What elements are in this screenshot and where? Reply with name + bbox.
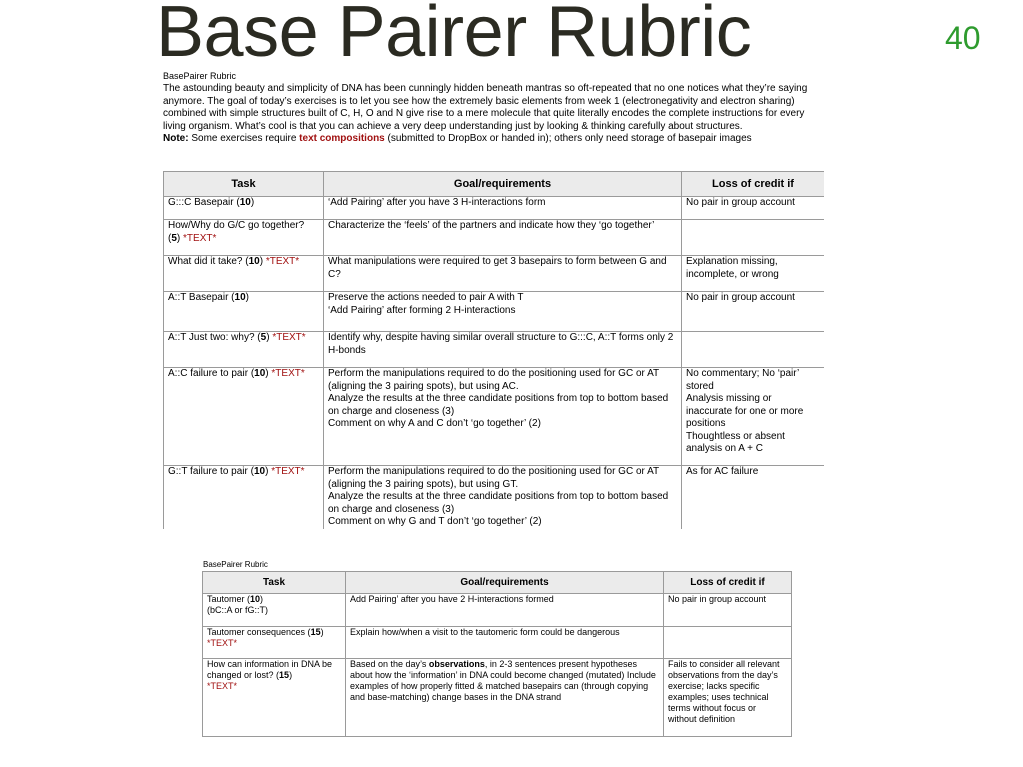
rubric-heading: BasePairer Rubric — [163, 71, 237, 81]
goal-line: ‘Add Pairing’ after forming 2 H-interactions — [328, 304, 516, 316]
task-label-end: ) — [265, 466, 269, 477]
task-cell — [164, 466, 324, 530]
header-loss: Loss of credit if — [682, 172, 825, 197]
task-cell — [164, 368, 324, 466]
goal-text: Explain how/when a visit to the tautomeric form could be dangerous — [350, 627, 620, 637]
loss-line: Thoughtless or absent analysis on A + C — [686, 430, 785, 454]
text-required-tag: *TEXT* — [183, 232, 217, 244]
table-row — [164, 197, 825, 220]
task-label: A::T Just two: why? ( — [168, 332, 261, 343]
task-points: 10 — [254, 368, 266, 379]
goal-cell — [324, 368, 682, 466]
task-cell — [164, 332, 324, 368]
rubric-table-1 — [163, 171, 824, 529]
task-points: 15 — [310, 627, 321, 637]
loss-line: No pair in group account — [686, 197, 795, 208]
loss-line: No commentary; No ‘pair’ stored — [686, 368, 799, 392]
header-goal: Goal/requirements — [324, 172, 682, 197]
header-loss: Loss of credit if — [664, 572, 792, 594]
goal-line: Comment on why A and C don’t ‘go together’ (2) — [328, 418, 541, 429]
table-row — [164, 256, 825, 292]
rubric-intro — [163, 70, 825, 146]
text-required-tag: *TEXT* — [265, 256, 300, 267]
task-label-end: ) — [259, 256, 264, 267]
goal-text-end: , in 2-3 sentences present hypotheses about how the ‘information’ in DNA could become changed (mutated) Include examples of how properly fitted & matched basepairs can (through copying and base-matching) change bases in the DNA strand — [350, 659, 656, 702]
task-label: Tautomer ( — [207, 594, 251, 604]
goal-text: Add Pairing’ after you have 2 H-interactions formed — [350, 594, 554, 604]
text-required-tag: *TEXT* — [207, 681, 238, 691]
table-header-row — [203, 572, 792, 594]
table-row — [164, 292, 825, 332]
goal-cell — [346, 627, 664, 659]
goal-cell — [324, 197, 682, 220]
task-points: 5 — [171, 232, 177, 244]
goal-line: ‘Add Pairing’ after you have 3 H-interactions form — [328, 197, 546, 208]
task-points: 10 — [253, 466, 266, 477]
loss-line: As for AC failure — [686, 466, 759, 477]
task-cell — [164, 292, 324, 332]
goal-line: Preserve the actions needed to pair A with T — [328, 292, 524, 303]
text-required-tag: *TEXT* — [207, 638, 238, 648]
task-cell — [203, 627, 346, 659]
table-row — [164, 220, 825, 256]
task-label-end: ) — [245, 292, 249, 303]
task-points: 10 — [239, 197, 251, 208]
table-row — [203, 659, 792, 737]
text-required-tag: *TEXT* — [272, 332, 306, 343]
loss-line: Analysis missing or inaccurate for one or more positions — [686, 393, 804, 429]
goal-cell — [324, 220, 682, 256]
loss-cell: Fails to consider all relevant observations from the day’s exercise; lacks specific examples; uses technical terms without focus or without definition — [664, 659, 792, 737]
task-label-end: ) — [265, 368, 269, 379]
goal-cell — [346, 594, 664, 627]
table-row — [203, 594, 792, 627]
slide-title: Base Pairer Rubric — [156, 0, 752, 72]
task-label-end: ) — [176, 232, 181, 244]
intro-paragraph: The astounding beauty and simplicity of DNA has been cunningly hidden beneath mantras so oft-repeated that no one notices what they’re saying anymore. The goal of today’s exercises is to let you see how the extremely basic elements from week 1 (electronegativity and electron sharing) combined with simple structures built of C, H, O and N give rise to a mere molecule that quite literally encodes the complete instructions for every living organism. What’s cool is that you can achieve a very deep understanding just by looking & thinking carefully about structures. — [163, 83, 808, 132]
note-paragraph — [163, 133, 825, 146]
task-cell — [164, 197, 324, 220]
note-text-pre: Some exercises require — [188, 133, 300, 145]
task-label-end: ) — [266, 332, 270, 343]
goal-text: Based on the day’s — [350, 659, 429, 669]
table-row — [203, 627, 792, 659]
table-row — [164, 368, 825, 466]
task-label: Tautomer consequences ( — [207, 627, 311, 637]
goal-cell — [324, 292, 682, 332]
task-label: G::T failure to pair ( — [168, 466, 254, 477]
task-cell — [203, 594, 346, 627]
loss-cell — [682, 292, 825, 332]
task-points: 15 — [279, 670, 290, 680]
header-task: Task — [203, 572, 346, 594]
task-points: 10 — [248, 256, 260, 267]
rubric-heading-2: BasePairer Rubric — [203, 560, 268, 569]
goal-line: Analyze the results at the three candidate positions from top to bottom based on charge and closeness (3) — [328, 393, 669, 417]
goal-line: Perform the manipulations required to do the positioning used for GC or AT (aligning the 3 pairing spots), but using AC. — [328, 368, 659, 392]
task-label: G:::C Basepair ( — [168, 197, 240, 208]
task-label-end: ) — [289, 670, 293, 680]
note-emphasis: text compositions — [299, 133, 385, 145]
note-text-post: (submitted to DropBox or handed in); others only need storage of basepair images — [384, 133, 752, 145]
loss-cell — [682, 368, 825, 466]
loss-cell — [682, 466, 825, 530]
rubric-table-2-container — [202, 571, 791, 737]
loss-cell — [682, 220, 825, 256]
goal-line: Analyze the results at the three candidate positions from top to bottom based on charge and closeness (3) — [328, 491, 669, 515]
task-points: 10 — [250, 594, 261, 604]
task-label-end: ) — [260, 594, 264, 604]
rubric-table-1-container — [163, 171, 824, 529]
loss-cell — [682, 197, 825, 220]
loss-cell: No pair in group account — [664, 594, 792, 627]
loss-line: Explanation missing, incomplete, or wrong — [686, 256, 779, 280]
goal-line: Perform the manipulations required to do the positioning used for GC or AT (aligning the 3 pairing spots), but using GT. — [328, 466, 659, 490]
goal-cell — [324, 332, 682, 368]
text-required-tag: *TEXT* — [271, 466, 305, 477]
goal-cell — [346, 659, 664, 737]
task-label: How/Why do G/C go together? ( — [168, 220, 305, 244]
loss-cell — [682, 332, 825, 368]
goal-line: Characterize the ‘feels’ of the partners and indicate how they ‘go together’ — [328, 220, 655, 231]
task-label: A::C failure to pair ( — [168, 368, 255, 379]
loss-line: No pair in group account — [686, 292, 795, 303]
task-subtitle: (bC::A or fG::T) — [207, 605, 269, 615]
task-points: 10 — [234, 292, 246, 303]
goal-cell — [324, 466, 682, 530]
table-row — [164, 332, 825, 368]
task-label: What did it take? ( — [168, 256, 249, 267]
task-label-end: ) — [320, 627, 324, 637]
task-cell — [164, 256, 324, 292]
task-points: 5 — [260, 332, 267, 343]
table-header-row — [164, 172, 825, 197]
header-goal: Goal/requirements — [346, 572, 664, 594]
task-label-end: ) — [250, 197, 255, 208]
loss-cell — [682, 256, 825, 292]
table-row — [164, 466, 825, 530]
header-task: Task — [164, 172, 324, 197]
rubric-table-2 — [202, 571, 792, 737]
slide-number: 40 — [945, 20, 981, 56]
goal-line: Comment on why G and T don’t ‘go together’ (2) — [328, 516, 542, 527]
task-label: How can information in DNA be changed or lost? ( — [207, 659, 333, 680]
text-required-tag: *TEXT* — [271, 368, 305, 379]
loss-cell — [664, 627, 792, 659]
goal-line: What manipulations were required to get 3 basepairs to form between G and C? — [328, 256, 667, 280]
task-label: A::T Basepair ( — [168, 292, 235, 303]
note-label: Note: — [163, 133, 189, 145]
task-cell — [164, 220, 324, 256]
task-cell — [203, 659, 346, 737]
goal-cell — [324, 256, 682, 292]
goal-emphasis: observations — [428, 659, 485, 669]
goal-line: Identify why, despite having similar overall structure to G:::C, A::T forms only 2 H-bonds — [328, 332, 674, 356]
